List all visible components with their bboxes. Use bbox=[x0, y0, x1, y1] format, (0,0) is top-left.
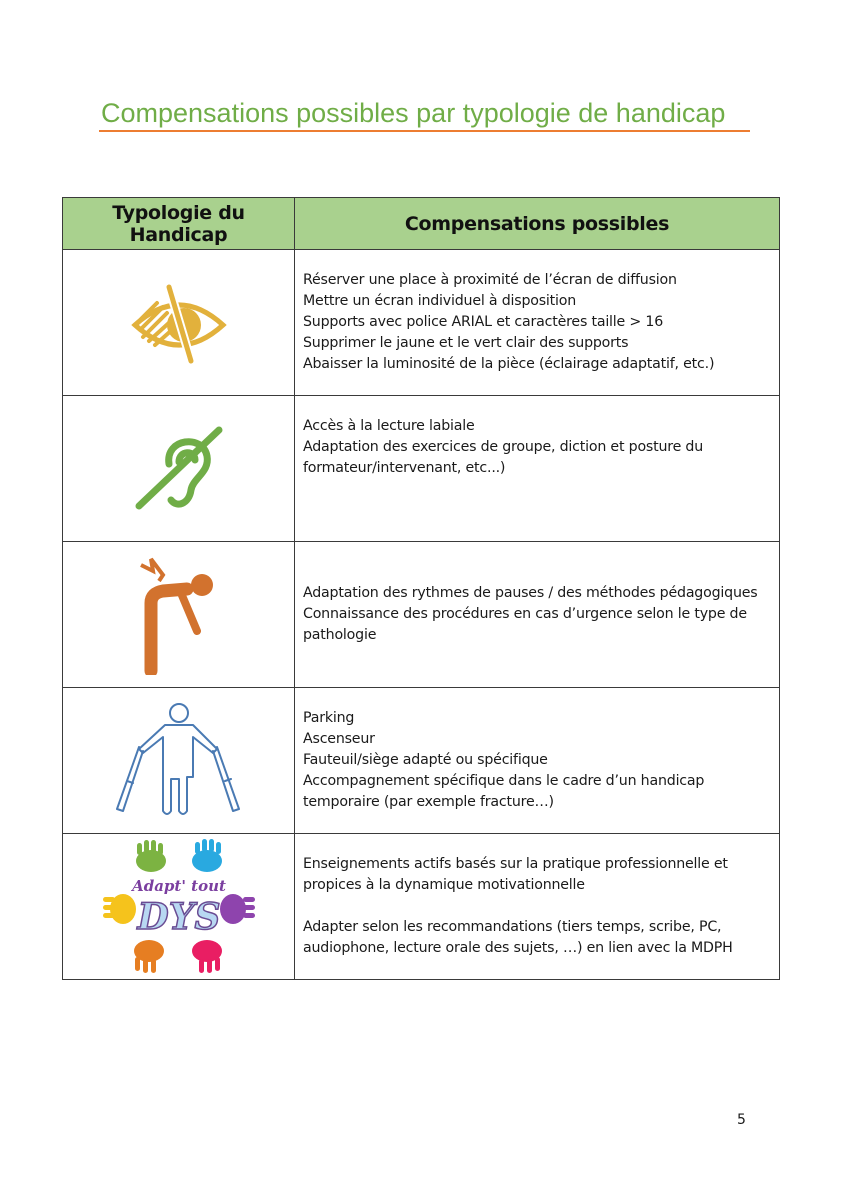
compensation-line: audiophone, lecture orale des sujets, …) en lien avec la MDPH bbox=[303, 940, 733, 956]
compensations-cell bbox=[295, 250, 780, 396]
hearing-impairment-icon bbox=[63, 424, 294, 514]
adapt-tout-dys-logo bbox=[63, 839, 294, 975]
logo-text-dys: DYS bbox=[137, 895, 220, 938]
icon-cell bbox=[63, 250, 295, 396]
compensation-line: Accès à la lecture labiale bbox=[303, 418, 475, 434]
compensation-line: propices à la dynamique motivationnelle bbox=[303, 877, 585, 893]
compensation-line: Supprimer le jaune et le vert clair des supports bbox=[303, 335, 629, 351]
compensation-line: Fauteuil/siège adapté ou spécifique bbox=[303, 752, 548, 768]
paragraph-gap bbox=[303, 896, 771, 917]
title-underline bbox=[99, 130, 750, 132]
compensation-line: temporaire (par exemple fracture…) bbox=[303, 794, 554, 810]
compensations-cell bbox=[295, 688, 780, 834]
compensations-table bbox=[62, 197, 780, 980]
compensation-line: Adaptation des rythmes de pauses / des méthodes pédagogiques bbox=[303, 585, 758, 601]
chronic-illness-icon bbox=[63, 555, 294, 675]
person-with-crutches-icon bbox=[63, 703, 294, 819]
compensation-line: Parking bbox=[303, 710, 355, 726]
compensation-line: Réserver une place à proximité de l’écran de diffusion bbox=[303, 272, 677, 288]
compensation-line: Connaissance des procédures en cas d’urgence selon le type de bbox=[303, 606, 747, 622]
compensation-line: Enseignements actifs basés sur la pratique professionnelle et bbox=[303, 856, 728, 872]
compensations-cell bbox=[295, 834, 780, 980]
page-number: 5 bbox=[737, 1112, 746, 1128]
icon-cell bbox=[63, 542, 295, 688]
page-title: Compensations possibles par typologie de handicap bbox=[101, 98, 726, 128]
header-typologie: Typologie du Handicap bbox=[63, 198, 295, 250]
compensation-line: formateur/intervenant, etc...) bbox=[303, 460, 506, 476]
table-row bbox=[63, 834, 780, 980]
compensations-cell bbox=[295, 542, 780, 688]
visual-impairment-icon bbox=[63, 281, 294, 365]
table-row bbox=[63, 542, 780, 688]
compensation-line: Mettre un écran individuel à disposition bbox=[303, 293, 577, 309]
icon-cell bbox=[63, 396, 295, 542]
table-header-row bbox=[63, 198, 780, 250]
compensation-line: Supports avec police ARIAL et caractères taille > 16 bbox=[303, 314, 664, 330]
compensation-line: Adapter selon les recommandations (tiers temps, scribe, PC, bbox=[303, 919, 722, 935]
icon-cell bbox=[63, 834, 295, 980]
header-compensations: Compensations possibles bbox=[295, 198, 780, 250]
table-row bbox=[63, 396, 780, 542]
icon-cell bbox=[63, 688, 295, 834]
table-row bbox=[63, 688, 780, 834]
compensation-line: pathologie bbox=[303, 627, 377, 643]
compensations-cell bbox=[295, 396, 780, 542]
table-row bbox=[63, 250, 780, 396]
compensation-line: Ascenseur bbox=[303, 731, 375, 747]
compensation-line: Abaisser la luminosité de la pièce (éclairage adaptatif, etc.) bbox=[303, 356, 715, 372]
compensation-line: Adaptation des exercices de groupe, diction et posture du bbox=[303, 439, 704, 455]
logo-text-adapt-tout: Adapt' tout bbox=[131, 876, 226, 895]
compensation-line: Accompagnement spécifique dans le cadre d’un handicap bbox=[303, 773, 705, 789]
